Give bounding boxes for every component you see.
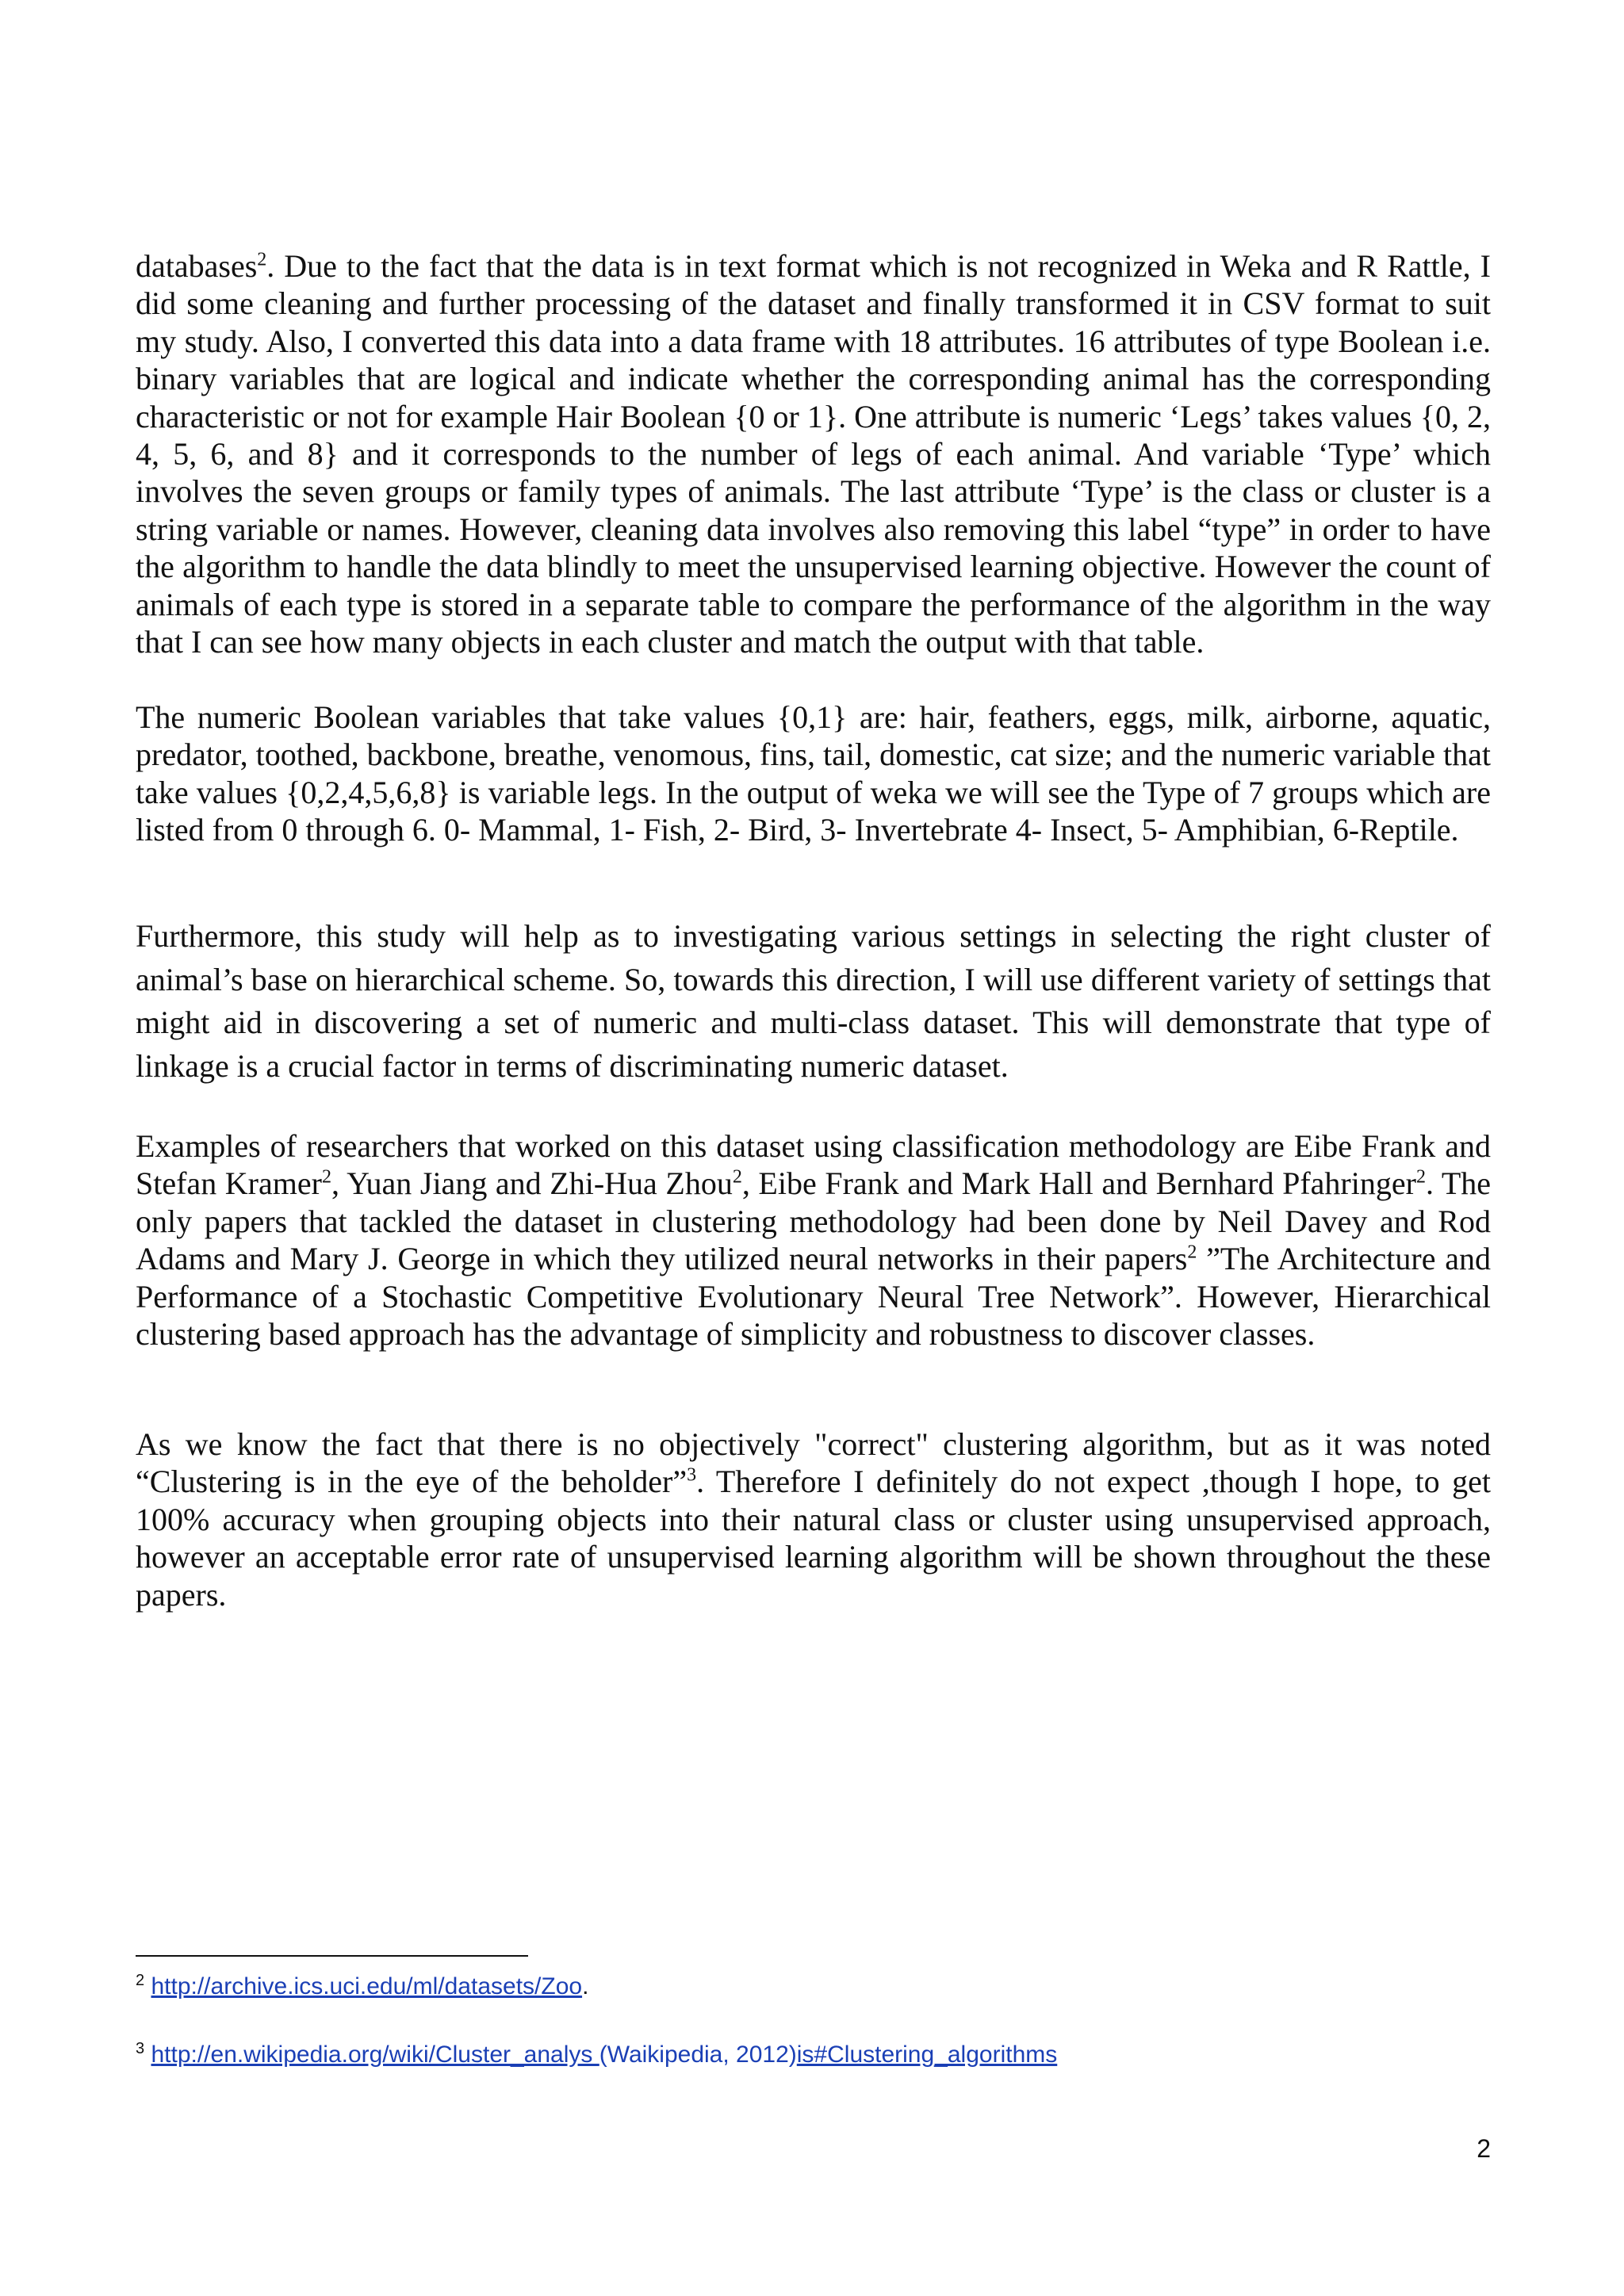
- footnote-trailing-period: .: [582, 1973, 589, 1999]
- footnote-2: [136, 1973, 588, 2001]
- paragraph-text: , Eibe Frank and Mark Hall and Bernhard Pfahringer: [741, 1165, 1416, 1202]
- paragraph-text: , Yuan Jiang and Zhi-Hua Zhou: [331, 1165, 733, 1202]
- paragraph-study-settings: Furthermore, this study will help as to investigating various settings in selecting the right cluster of animal’s base on hierarchical scheme. So, towards this direction, I will use different variety of settings that might aid in discovering a set of numeric and multi-class dataset. This will demonstrate that type of linkage is a crucial factor in terms of discriminating numeric dataset.: [136, 918, 1491, 1084]
- paragraph-text: As we know the fact that there is no objectively "correct" clustering algorithm, but as it was noted “Clustering is in the eye of the beholder”: [136, 1426, 1491, 1500]
- paragraph-boolean-variables: The numeric Boolean variables that take values {0,1} are: hair, feathers, eggs, milk, airborne, aquatic, predator, toothed, backbone, breathe, venomous, fins, tail, domestic, cat size; and the numeric variable that take values {0,2,4,5,6,8} is variable legs. In the output of weka we will see the Type of 7 groups which are listed from 0 through 6. 0- Mammal, 1- Fish, 2- Bird, 3- Invertebrate 4- Insect, 5- Amphibian, 6-Reptile.: [136, 699, 1491, 848]
- paragraph-related-research: [136, 1127, 1491, 1353]
- citation-superscript: 2: [1415, 1167, 1426, 1188]
- citation-superscript: 2: [321, 1167, 331, 1188]
- footnote-citation: (Waikipedia, 2012): [599, 2042, 797, 2068]
- footnote-link-wikipedia-anchor[interactable]: is#Clustering_algorithms: [796, 2042, 1058, 2068]
- footnote-separator: [136, 1955, 528, 1957]
- citation-superscript: 2: [257, 249, 267, 270]
- paragraph-text: Examples of researchers that worked on this dataset using classification methodology are Eibe Frank and Stefan Kramer: [136, 1128, 1491, 1202]
- paragraph-clustering-accuracy: [136, 1425, 1491, 1613]
- paragraph-text: ”The Architecture and Performance of a Stochastic Competitive Evolutionary Neural Tree Network”. However, Hierarchical clustering based approach has the advantage of simplicity and robustness to discover classes.: [136, 1241, 1491, 1353]
- footnote-marker: 3: [136, 2040, 145, 2057]
- citation-superscript: 3: [687, 1465, 697, 1487]
- paragraph-text: . Therefore I definitely do not expect ,though I hope, to get 100% accuracy when grouping objects into their natural class or cluster using unsupervised approach, however an acceptable error rate of unsupervised learning algorithm will be shown throughout the these papers.: [136, 1464, 1491, 1613]
- citation-superscript: 2: [1187, 1242, 1197, 1263]
- citation-superscript: 2: [732, 1167, 742, 1188]
- footnote-marker: 2: [136, 1972, 145, 1989]
- footnote-link-wikipedia[interactable]: http://en.wikipedia.org/wiki/Cluster_analys: [151, 2042, 599, 2068]
- paragraph-data-cleaning: [136, 247, 1491, 660]
- paragraph-lead-word: databases: [136, 248, 258, 284]
- paragraph-text: . Due to the fact that the data is in text format which is not recognized in Weka and R Rattle, I did some cleaning and further processing of the dataset and finally transformed it in CSV format to suit my study. Also, I converted this data into a data frame with 18 attributes. 16 attributes of type Boolean i.e. binary variables that are logical and indicate whether the corresponding animal has the corresponding characteristic or not for example Hair Boolean {0 or 1}. One attribute is numeric ‘Legs’ takes values {0, 2, 4, 5, 6, and 8} and it corresponds to the number of legs of each animal. And variable ‘Type’ which involves the seven groups or family types of animals. The last attribute ‘Type’ is the class or cluster is a string variable or names. However, cleaning data involves also removing this label “type” in order to have the algorithm to handle the data blindly to meet the unsupervised learning objective. However the count of animals of each type is stored in a separate table to compare the performance of the algorithm in the way that I can see how many objects in each cluster and match the output with that table.: [136, 248, 1491, 660]
- paragraph-text: . The only papers that tackled the dataset in clustering methodology had been done by Neil Davey and Rod Adams and Mary J. George in which they utilized neural networks in their papers: [136, 1165, 1492, 1277]
- footnote-3: [136, 2041, 1057, 2069]
- footnote-link-uci-zoo[interactable]: http://archive.ics.uci.edu/ml/datasets/Zoo: [151, 1973, 583, 1999]
- page-number: 2: [1477, 2134, 1491, 2163]
